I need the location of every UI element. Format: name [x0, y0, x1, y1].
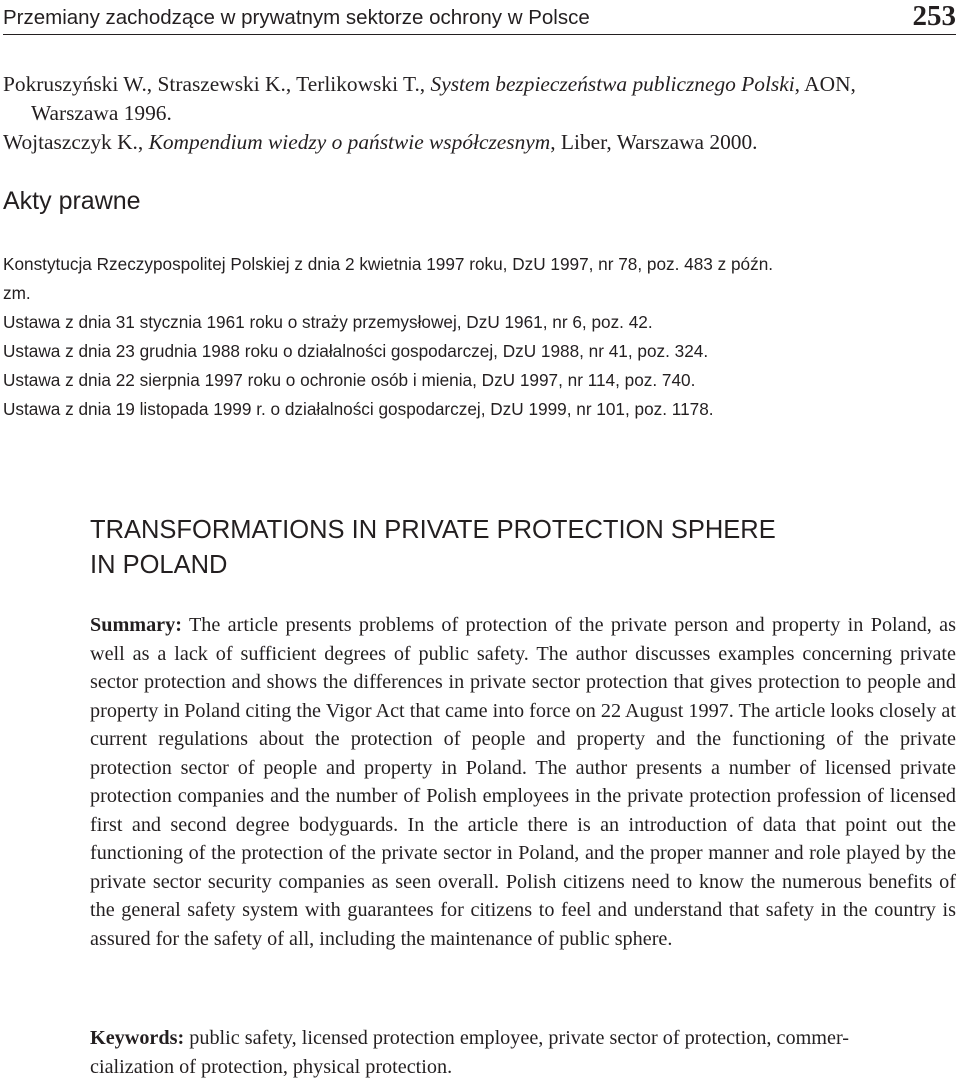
- bibliography-list: [3, 70, 955, 157]
- entry-authors: Pokruszyński W., Straszewski K., Terlikowski T.,: [3, 72, 431, 96]
- english-title-line: IN POLAND: [90, 551, 228, 579]
- entry-publisher: , AON,: [794, 72, 856, 96]
- legal-act-item: Ustawa z dnia 31 stycznia 1961 roku o straży przemysłowej, DzU 1961, nr 6, poz. 42.: [3, 312, 653, 332]
- legal-act-item: Konstytucja Rzeczypospolitej Polskiej z dnia 2 kwietnia 1997 roku, DzU 1997, nr 78, poz. 483 z późn.: [3, 254, 774, 274]
- keywords-label: Keywords:: [90, 1027, 185, 1049]
- bibliography-entry: [3, 128, 955, 157]
- bibliography-entry-continuation: Warszawa 1996.: [31, 101, 172, 125]
- summary-text: The article presents problems of protection of the private person and property in Poland, as well as a lack of sufficient degrees of public safety. The author discusses examples concerning private sector protection and shows the differences in private sector protection that gives protection to people and property in Poland citing the Vigor Act that came into force on 22 August 1997. The article looks closely at current regulations about the protection of people and property and the functioning of the private protection sector of people and property in Poland. The author presents a number of licensed private protection companies and the number of Polish employees in the private protection profession of licensed first and second degree bodyguards. In the article there is an introduction of data that point out the functioning of the protection of the private sector in Poland, and the proper manner and role played by the private sector security companies as seen overall. Polish citizens need to know the numerous benefits of the general safety system with guarantees for citizens to feel and understand that safety in the country is assured for the safety of all, including the maintenance of public sphere.: [90, 614, 956, 950]
- page-number: 253: [912, 0, 956, 32]
- legal-act-item: Ustawa z dnia 22 sierpnia 1997 roku o ochronie osób i mienia, DzU 1997, nr 114, poz. 740.: [3, 370, 696, 390]
- english-title-line: TRANSFORMATIONS IN PRIVATE PROTECTION SPHERE: [90, 516, 776, 544]
- keywords-text: public safety, licensed protection employee, private sector of protection, commer-: [184, 1027, 849, 1049]
- keywords-paragraph: [90, 1024, 956, 1081]
- entry-title: Kompendium wiedzy o państwie współczesnym: [148, 130, 551, 154]
- running-head: Przemiany zachodzące w prywatnym sektorze ochrony w Polsce: [3, 6, 590, 29]
- legal-act-item: Ustawa z dnia 23 grudnia 1988 roku o działalności gospodarczej, DzU 1988, nr 41, poz. 324.: [3, 341, 709, 361]
- keywords-text-continuation: cialization of protection, physical protection.: [90, 1055, 453, 1078]
- english-title: [90, 513, 930, 583]
- summary-paragraph: [90, 611, 956, 953]
- legal-act-item-continuation: zm.: [3, 283, 31, 303]
- entry-authors: Wojtaszczyk K.,: [3, 130, 149, 154]
- entry-publisher: , Liber, Warszawa 2000.: [550, 130, 758, 154]
- entry-title: System bezpieczeństwa publicznego Polski: [430, 72, 795, 96]
- page-header: [3, 0, 956, 35]
- legal-acts-list: [3, 250, 955, 424]
- summary-label: Summary:: [90, 614, 182, 636]
- legal-act-item: Ustawa z dnia 19 listopada 1999 r. o działalności gospodarczej, DzU 1999, nr 101, poz. 1178.: [3, 399, 714, 419]
- acts-heading: Akty prawne: [3, 187, 141, 215]
- bibliography-entry: [3, 70, 955, 99]
